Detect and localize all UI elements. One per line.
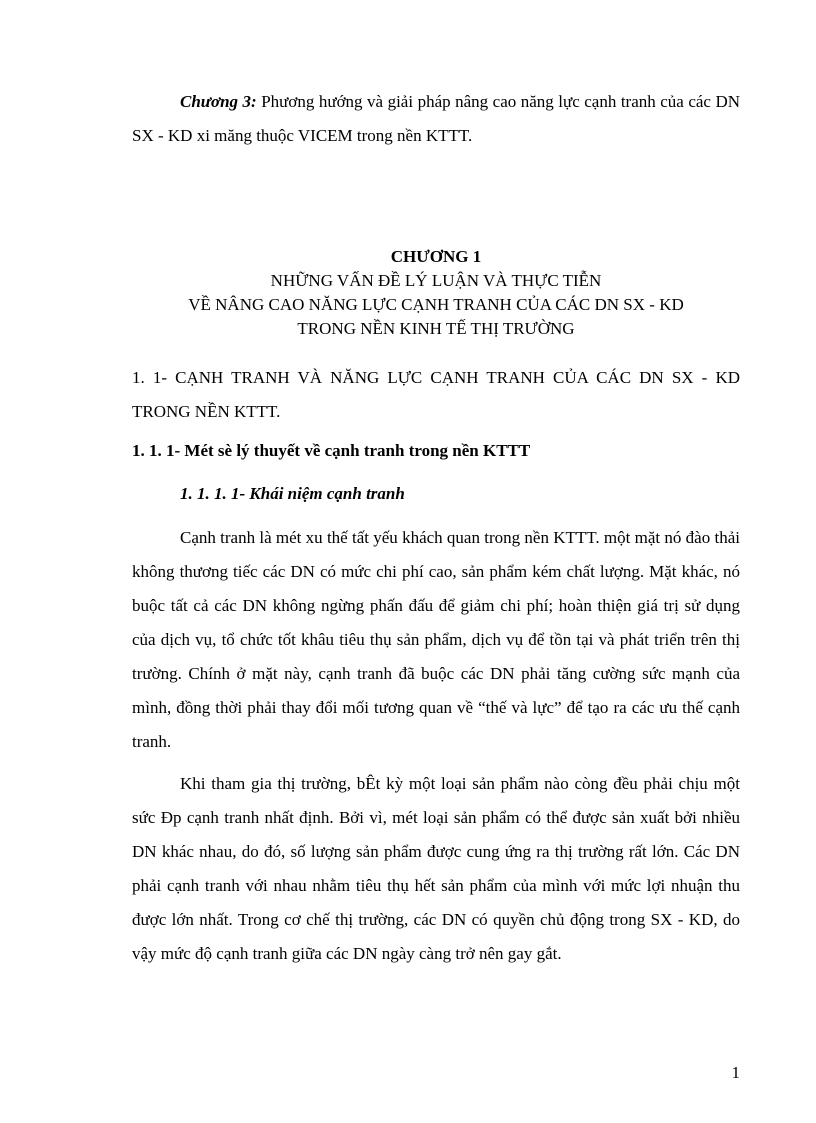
chapter-reference-text: Phương hướng và giải pháp nâng cao năng lực cạnh tranh của các DN SX - KD xi măng thuộc VICEM trong nền KTTT. (132, 92, 740, 145)
body-paragraph-2: Khi tham gia thị trường, bÊt kỳ một loại sản phẩm nào còng đều phải chịu một sức Ðp cạnh tranh nhất định. Bởi vì, mét loại sản phẩm có thể được sản xuất bởi nhiều DN khác nhau, do đó, số lượng sản phẩm được cung ứng ra thị trường rất lớn. Các DN phải cạnh tranh với nhau nhằm tiêu thụ hết sản phẩm của mình với mức lợi nhuận thu được lớn nhất. Trong cơ chế thị trường, các DN có quyền chủ động trong SX - KD, do vậy mức độ cạnh tranh giữa các DN ngày càng trở nên gay gắt. (132, 774, 740, 963)
subsubsection-heading: 1. 1. 1. 1- Khái niệm cạnh tranh (180, 484, 405, 503)
chapter-reference: Chương 3: (180, 92, 257, 111)
section-heading: 1. 1- CẠNH TRANH VÀ NĂNG LỰC CẠNH TRANH CỦA CÁC DN SX - KD TRONG NỀN KTTT. (132, 368, 740, 421)
page-number: 1 (731, 1063, 740, 1082)
chapter-heading (132, 245, 740, 341)
chapter-number: CHƯƠNG 1 (390, 247, 482, 266)
intro-paragraph (132, 85, 740, 153)
subsection-heading: 1. 1. 1- Mét sè lý thuyết về cạnh tranh trong nền KTTT (132, 441, 531, 460)
chapter-title-line-2: VỀ NÂNG CAO NĂNG LỰC CẠNH TRANH CỦA CÁC DN SX - KD (188, 295, 684, 314)
chapter-title-line-3: TRONG NỀN KINH TẾ THỊ TRƯỜNG (297, 319, 575, 338)
chapter-title-line-1: NHỮNG VẤN ĐỀ LÝ LUẬN VÀ THỰC TIỄN (270, 271, 602, 290)
body-paragraph-1: Cạnh tranh là mét xu thế tất yếu khách quan trong nền KTTT. một mặt nó đào thải không thương tiếc các DN có mức chi phí cao, sản phẩm kém chất lượng. Mặt khác, nó buộc tất cả các DN không ngừng phấn đấu để giảm chi phí; hoàn thiện giá trị sử dụng của dịch vụ, tổ chức tốt khâu tiêu thụ sản phẩm, dịch vụ để tồn tại và phát triển trên thị trường. Chính ở mặt này, cạnh tranh đã buộc các DN phải tăng cường sức mạnh của mình, đồng thời phải thay đổi mối tương quan về “thế và lực” để tạo ra các ưu thế cạnh tranh. (132, 528, 740, 751)
